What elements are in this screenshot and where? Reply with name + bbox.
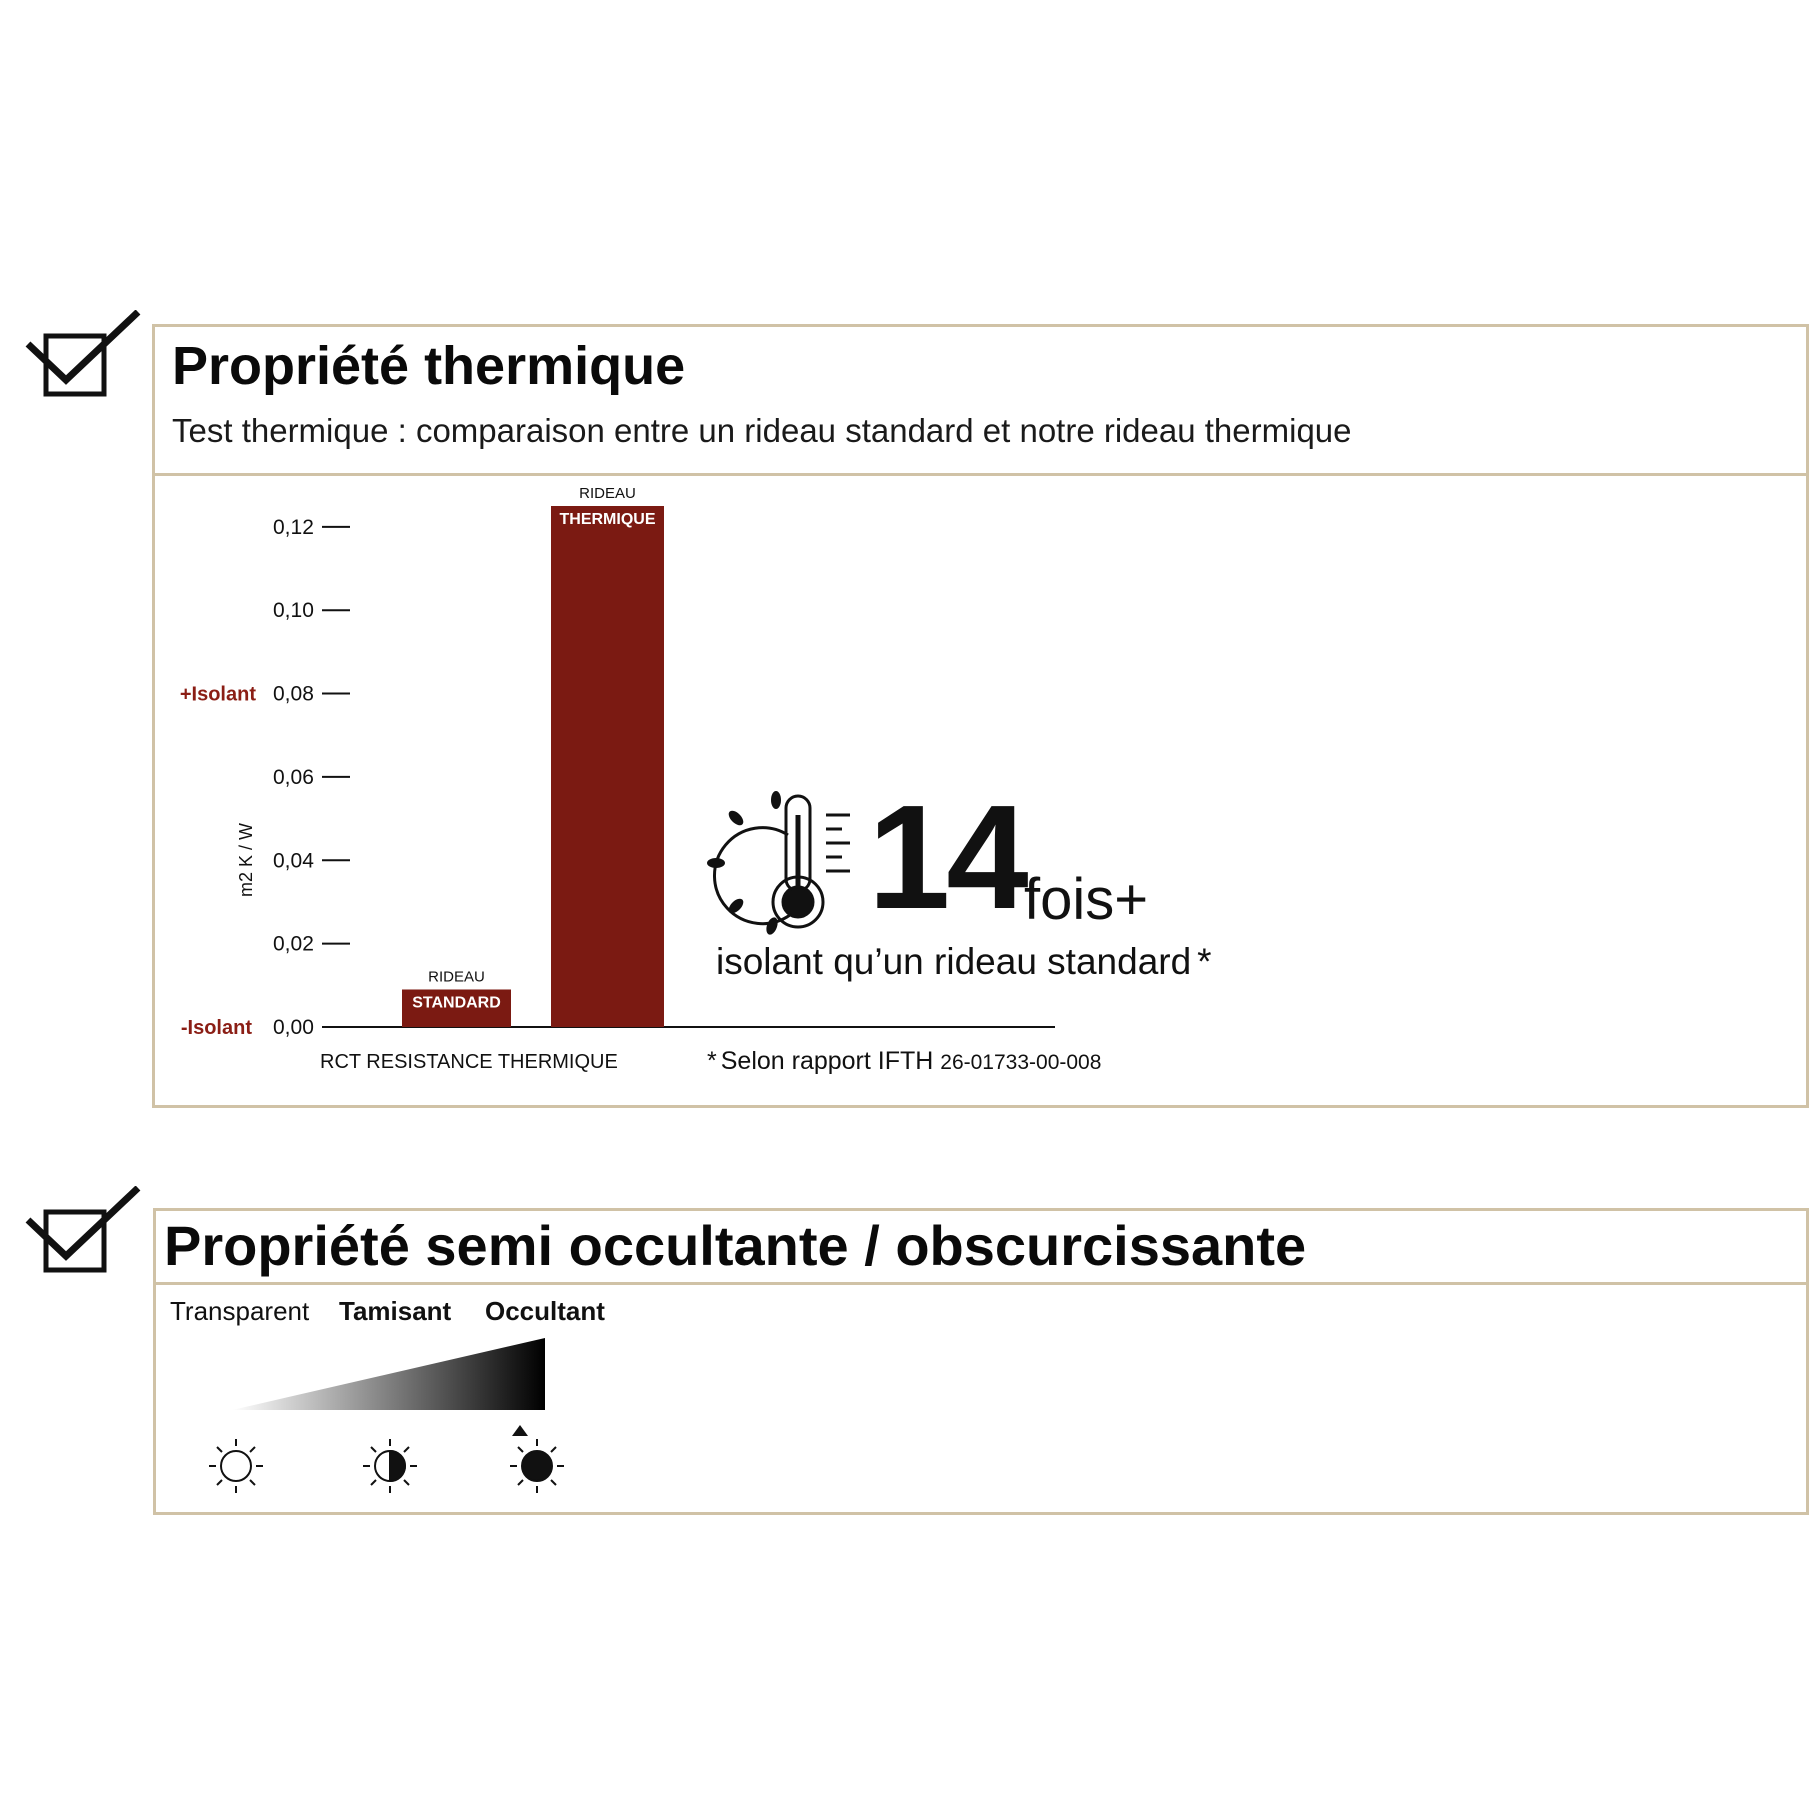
bar-top-label: RIDEAU <box>579 485 636 502</box>
sun-empty-icon <box>209 1439 263 1493</box>
thermal-subtitle: Test thermique : comparaison entre un rideau standard et notre rideau thermique <box>172 412 1352 449</box>
y-tick-label: 0,02 <box>273 932 314 956</box>
y-tick-label: 0,10 <box>273 599 314 623</box>
stat-number: 14 <box>868 775 1025 940</box>
level-label-tamisant: Tamisant <box>339 1296 452 1326</box>
bar-label: THERMIQUE <box>559 511 656 528</box>
sun-half-icon <box>363 1439 417 1493</box>
sun-full-icon <box>510 1439 564 1493</box>
level-label-transparent: Transparent <box>170 1296 310 1326</box>
opacity-title: Propriété semi occultante / obscurcissante <box>164 1214 1307 1277</box>
footnote-mark: * <box>707 1047 717 1075</box>
stat-caption-text: isolant qu’un rideau standard <box>716 941 1192 982</box>
stat-caption-asterisk: * <box>1197 941 1212 982</box>
annotation-low: -Isolant <box>180 1017 252 1039</box>
footnote-text: Selon rapport IFTH <box>720 1047 934 1075</box>
opacity-gradient-wedge <box>232 1338 545 1410</box>
y-axis-label: m2 K / W <box>236 822 256 898</box>
bar-top-label: RIDEAU <box>428 968 485 986</box>
level-label-occultant: Occultant <box>485 1296 605 1326</box>
stat-suffix: fois+ <box>1024 867 1149 932</box>
x-axis-label: RCT RESISTANCE THERMIQUE <box>320 1051 618 1073</box>
y-tick-label: 0,04 <box>273 849 314 873</box>
bar-label: STANDARD <box>412 994 501 1012</box>
thermal-title: Propriété thermique <box>172 336 686 396</box>
selected-level-marker-icon <box>512 1425 528 1436</box>
y-tick-label: 0,12 <box>273 515 314 539</box>
annotation-high: +Isolant <box>179 683 256 706</box>
y-tick-label: 0,06 <box>273 765 314 789</box>
y-tick-label: 0,08 <box>273 682 314 706</box>
y-tick-label: 0,00 <box>273 1016 314 1039</box>
footnote-ref: 26-01733-00-008 <box>940 1051 1102 1074</box>
